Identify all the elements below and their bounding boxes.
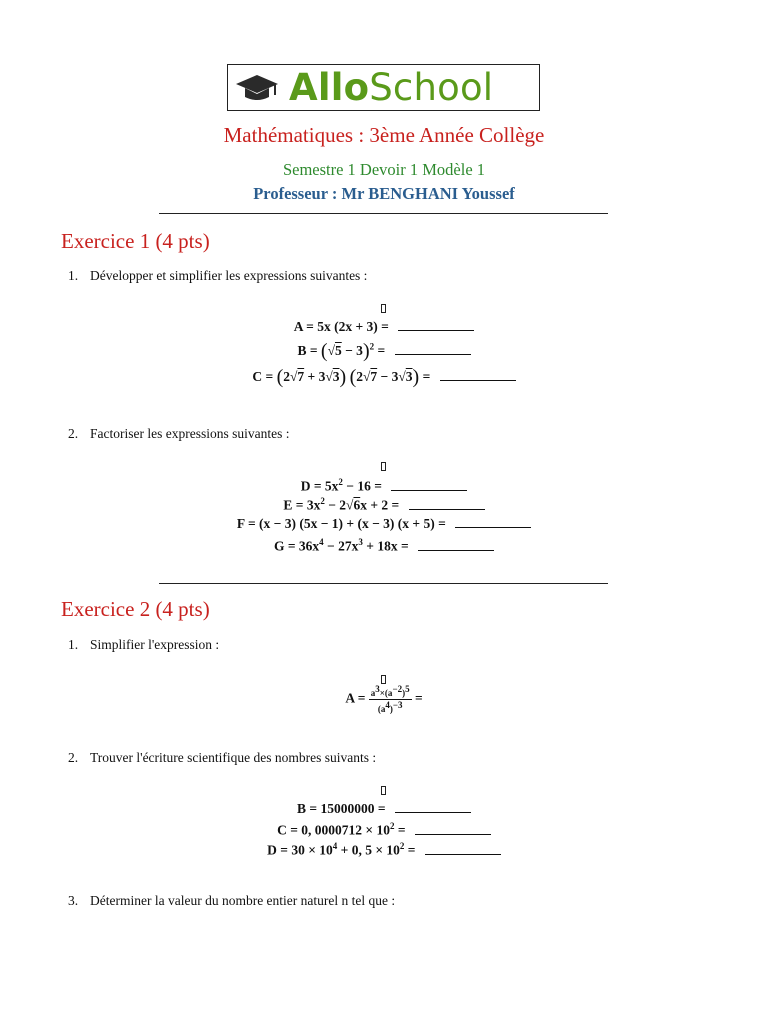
- graduation-cap-icon: [235, 73, 279, 103]
- placeholder-glyph: [381, 786, 386, 795]
- exercise-2-question-3: 3. Déterminer la valeur du nombre entier naturel n tel que :: [68, 893, 396, 908]
- exercise-1-title: Exercice 1 (4 pts): [61, 229, 210, 253]
- equation-b: $B = (√5 - 3)^2$ =: [0, 340, 768, 363]
- equation-d-scientific: $D = 30 \times 10^4 + 0$, $5 \times 10^2$ =: [0, 841, 768, 859]
- exercise-1-question-1: 1. Développer et simplifier les expressions suivantes :: [68, 268, 368, 283]
- answer-blank[interactable]: [395, 802, 471, 813]
- logo-wordmark: AlloSchool: [289, 65, 494, 109]
- answer-blank[interactable]: [418, 540, 494, 551]
- exercise-2-title: Exercice 2 (4 pts): [61, 597, 210, 621]
- equation-f: F = (x − 3) (5x − 1) + (x − 3) (x + 5) =: [0, 516, 768, 532]
- exercise-1-question-2: 2. Factoriser les expressions suivantes :: [68, 426, 290, 441]
- header-divider: [159, 213, 608, 214]
- placeholder-glyph: [381, 304, 386, 313]
- equation-b-scientific: B = 15000000 =: [0, 801, 768, 817]
- exercise-2-question-2: 2. Trouver l'écriture scientifique des nombres suivants :: [68, 750, 377, 765]
- equation-c-scientific: C = 0, $0000712 \times 10^2$ =: [0, 821, 768, 839]
- answer-blank[interactable]: [409, 499, 485, 510]
- equation-e: $E = 3x^2 - 2√6x + 2$ =: [0, 496, 768, 514]
- placeholder-glyph: [381, 462, 386, 471]
- placeholder-glyph: [381, 675, 386, 684]
- equation-c: C = (2√7 + 3√3) (2√7 − 3√3) =: [0, 366, 768, 389]
- answer-blank[interactable]: [391, 480, 467, 491]
- answer-blank[interactable]: [455, 517, 531, 528]
- answer-blank[interactable]: [395, 344, 471, 355]
- alloschool-logo: [227, 64, 540, 111]
- section-divider: [159, 583, 608, 584]
- equation-g: $G = 36x^4 - 27x^3 + 18x$ =: [0, 537, 768, 555]
- answer-blank[interactable]: [440, 370, 516, 381]
- exercise-2-question-1: 1. Simplifier l'expression :: [68, 637, 220, 652]
- equation-d: $D = 5x^2 - 16$ =: [0, 477, 768, 495]
- teacher-line: Professeur : Mr BENGHANI Youssef: [253, 184, 515, 203]
- answer-blank[interactable]: [425, 844, 501, 855]
- answer-blank[interactable]: [398, 320, 474, 331]
- equation-a: A = 5x (2x + 3) =: [0, 319, 768, 335]
- semester-subtitle: Semestre 1 Devoir 1 Modèle 1: [282, 160, 486, 179]
- subject-title: Mathématiques : 3ème Année Collège: [223, 123, 545, 147]
- equation-a-fraction: A = $\frac{a^3\times(a^{-2})^5}{(a^4)^{-3}}$ =: [345, 684, 423, 714]
- answer-blank[interactable]: [415, 824, 491, 835]
